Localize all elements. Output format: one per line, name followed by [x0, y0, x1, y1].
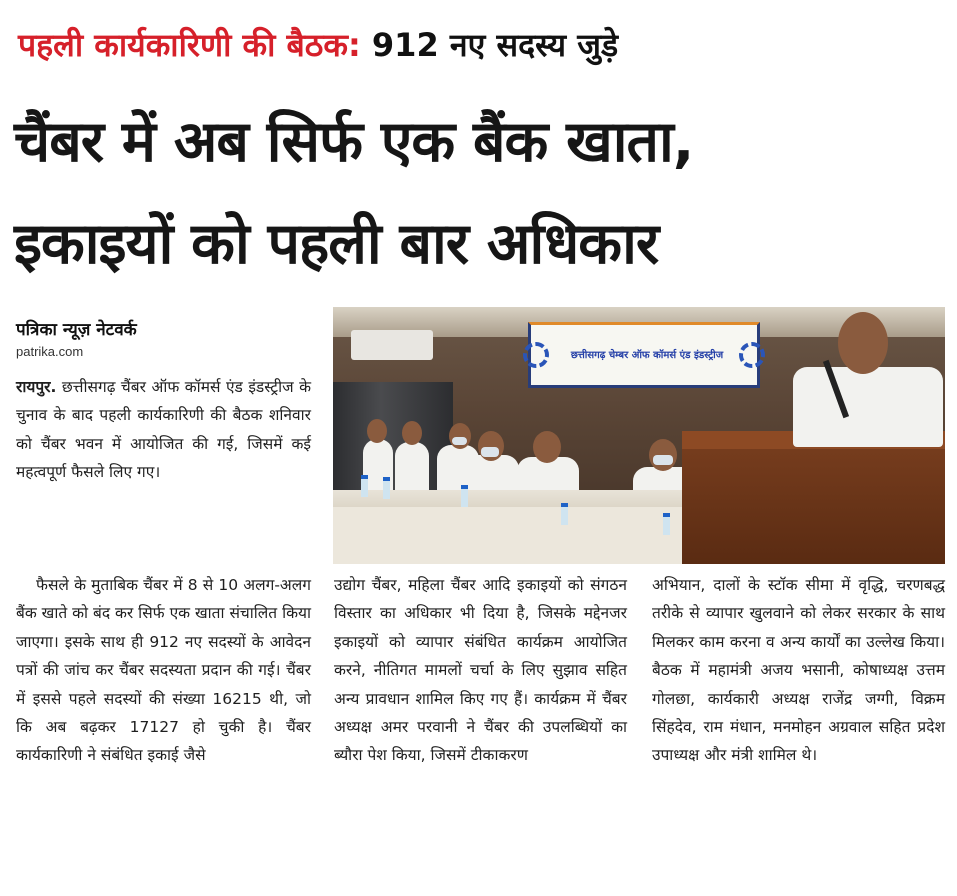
kicker-black: 912 नए सदस्य जुड़े — [371, 26, 619, 64]
paragraph-4: अभियान, दालों के स्टॉक सीमा में वृद्धि, चरणबद्ध तरीके से व्यापार खुलवाने को लेकर सरकार के साथ मिलकर काम करना व अन्य कार्यों का उल्लेख किया। बैठक में महामंत्री अजय भसानी, कोषाध्यक्ष उत्तम गोलछा, कार्यकारी अध्यक्ष राजेंद्र जग्गी, विक्रम सिंहदेव, राम मंधान, मनमोहन अग्रवाल सहित प्रदेश उपाध्यक्ष और मंत्री शामिल थे। — [652, 576, 945, 765]
headline-line-2: इकाइयों को पहली बार अधिकार — [14, 211, 659, 277]
gear-logo-icon — [739, 342, 765, 368]
water-bottle — [383, 477, 390, 499]
face-mask — [653, 455, 673, 465]
water-bottle — [561, 503, 568, 525]
attendee-head — [367, 419, 387, 443]
byline: पत्रिका न्यूज़ नेटवर्क — [16, 320, 137, 340]
face-mask — [481, 447, 499, 457]
water-bottle — [663, 513, 670, 535]
article-column-1 — [16, 571, 311, 770]
water-bottle — [361, 475, 368, 497]
attendee-head — [533, 431, 561, 463]
paragraph-1-text: छत्तीसगढ़ चैंबर ऑफ कॉमर्स एंड इंडस्ट्रीज के चुनाव के बाद पहली कार्यकारिणी की बैठक शनिवार को चैंबर भवन में आयोजित की गई, जिसमें कई महत्वपूर्ण फैसले लिए गए। — [16, 378, 311, 482]
speaker — [793, 367, 943, 447]
paragraph-2: फैसले के मुताबिक चैंबर में 8 से 10 अलग-अलग बैंक खाते को बंद कर सिर्फ एक खाता संचालित किया जाएगा। इसके साथ ही 912 नए सदस्यों के आवेदन पत्रों की जांच कर चैंबर सदस्यता प्रदान की गई। चैंबर में इससे पहले सदस्यों की संख्या 16215 थी, जो कि अब बढ़कर 17127 हो चुकी है। चैंबर कार्यकारिणी ने संबंधित इकाई जैसे — [16, 576, 311, 765]
kicker-red: पहली कार्यकारिणी की बैठक — [18, 26, 348, 64]
dateline: रायपुर. — [16, 378, 57, 396]
paragraph-3: उद्योग चैंबर, महिला चैंबर आदि इकाइयों को संगठन विस्तार का अधिकार भी दिया है, जिसके मद्देनजर इकाइयों को व्यापार संबंधित कार्यक्रम आयोजित करने, नीतिगत मामलों चर्चा के लिए सुझाव सहित अन्य प्रावधान शामिल किए गए हैं। कार्यक्रम में चैंबर अध्यक्ष अमर परवानी ने चैंबर की उपलब्धियों का ब्यौरा पेश किया, जिसमें टीकाकरण — [334, 576, 627, 765]
attendee-head — [449, 423, 471, 449]
paragraph-1 — [16, 373, 311, 487]
article-column-3 — [652, 571, 945, 770]
headline-line-1: चैंबर में अब सिर्फ एक बैंक खाता, — [14, 109, 694, 175]
air-conditioner — [351, 330, 433, 360]
speaker-head — [838, 312, 888, 374]
news-photo — [333, 307, 945, 564]
water-bottle — [461, 485, 468, 507]
kicker-separator: : — [347, 26, 372, 64]
podium — [682, 431, 945, 564]
face-mask — [452, 437, 467, 445]
banner-text: छत्तीसगढ़ चेम्बर ऑफ कॉमर्स एंड इंडस्ट्रीज — [570, 350, 724, 361]
article-column-1-top — [16, 373, 311, 487]
chamber-banner — [528, 322, 760, 388]
source-url: patrika.com — [16, 344, 84, 359]
kicker-line — [18, 26, 618, 64]
article-column-2 — [334, 571, 627, 770]
attendee-head — [402, 421, 422, 445]
